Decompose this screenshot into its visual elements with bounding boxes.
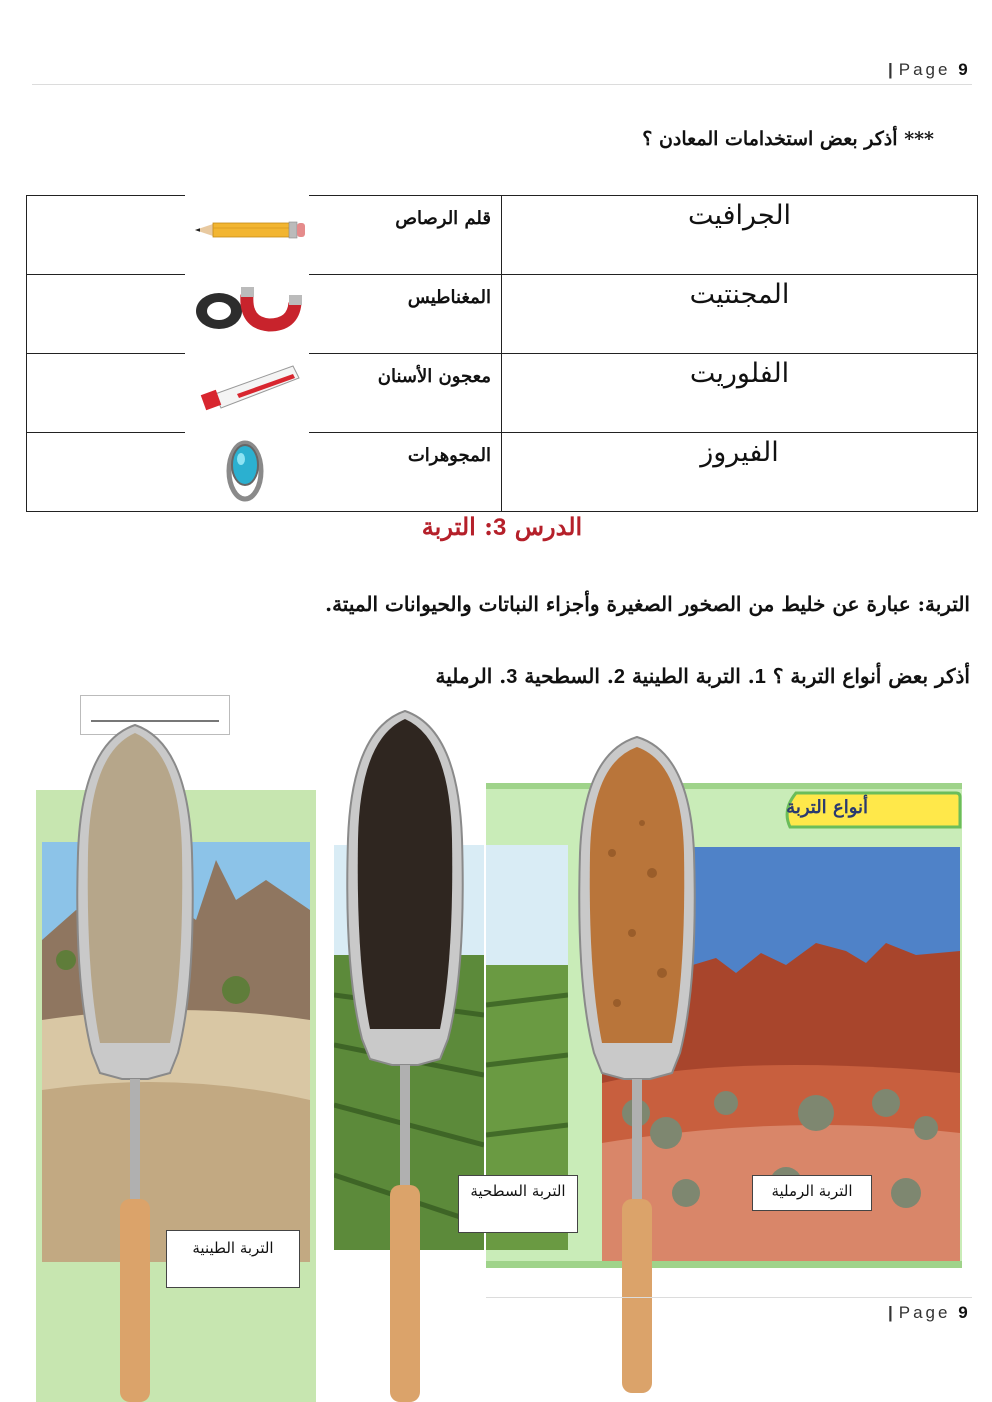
sandy-soil-scoop	[572, 733, 702, 1393]
header-divider	[32, 84, 972, 85]
question-text: أذكر بعض استخدامات المعادن ؟	[642, 128, 898, 150]
lesson-title	[0, 512, 992, 542]
top-box-line	[91, 720, 219, 722]
item-text: . الرملية	[435, 664, 507, 688]
page-word: Page	[898, 60, 951, 79]
mineral-use: المجوهرات	[407, 445, 491, 466]
lesson-prefix: الدرس	[514, 512, 583, 541]
page-header: | Page 9	[888, 60, 968, 79]
item-text: . التربة الطينية	[631, 664, 755, 688]
lesson-suffix: : التربة	[421, 512, 494, 541]
mineral-use: المغناطيس	[407, 287, 491, 308]
mineral-use-cell	[27, 275, 502, 354]
mineral-name: المجنتيت	[502, 275, 978, 354]
soil-types-banner: أنواع التربة	[786, 797, 868, 818]
surface-soil-scoop	[340, 709, 470, 1402]
item-text: . السطحية	[524, 664, 614, 688]
soil-types-question-text: أذكر بعض أنواع التربة ؟	[772, 664, 970, 688]
mineral-use-cell	[27, 354, 502, 433]
soil-types-figure	[0, 695, 992, 1402]
table-row	[27, 354, 978, 433]
minerals-table	[26, 195, 978, 512]
clay-soil-scoop	[70, 723, 200, 1402]
table-row	[27, 433, 978, 512]
page-footer: | Page 9	[888, 1303, 968, 1322]
table-row	[27, 196, 978, 275]
mineral-use: قلم الرصاص	[395, 208, 491, 229]
item-number: 1	[754, 666, 766, 688]
soil-definition: التربة: عبارة عن خليط من الصخور الصغيرة وأجزاء النباتات والحيوانات الميتة.	[325, 592, 970, 616]
toothpaste-icon	[185, 352, 309, 428]
surface-soil-label: التربة السطحية	[458, 1175, 578, 1233]
clay-soil-label: التربة الطينية	[166, 1230, 300, 1288]
mineral-use-cell	[27, 433, 502, 512]
magnet-icon	[185, 273, 309, 349]
question-minerals-uses	[642, 128, 934, 150]
mineral-name: الفيروز	[502, 433, 978, 512]
item-number: 3	[506, 666, 518, 688]
mineral-name: الجرافيت	[502, 196, 978, 275]
page-number: 9	[958, 1303, 968, 1322]
footer-divider	[486, 1297, 972, 1298]
pencil-icon	[185, 194, 309, 270]
question-stars: ***	[904, 128, 934, 150]
mineral-name: الفلوريت	[502, 354, 978, 433]
sandy-soil-label: التربة الرملية	[752, 1175, 872, 1211]
mineral-use-cell	[27, 196, 502, 275]
item-number: 2	[613, 666, 625, 688]
lesson-number: 3	[493, 514, 507, 541]
page-number: 9	[958, 60, 968, 79]
page-word: Page	[898, 1303, 951, 1322]
table-row	[27, 275, 978, 354]
mineral-use: معجون الأسنان	[377, 366, 491, 387]
ring-icon	[185, 431, 309, 507]
soil-types-question	[436, 664, 970, 689]
